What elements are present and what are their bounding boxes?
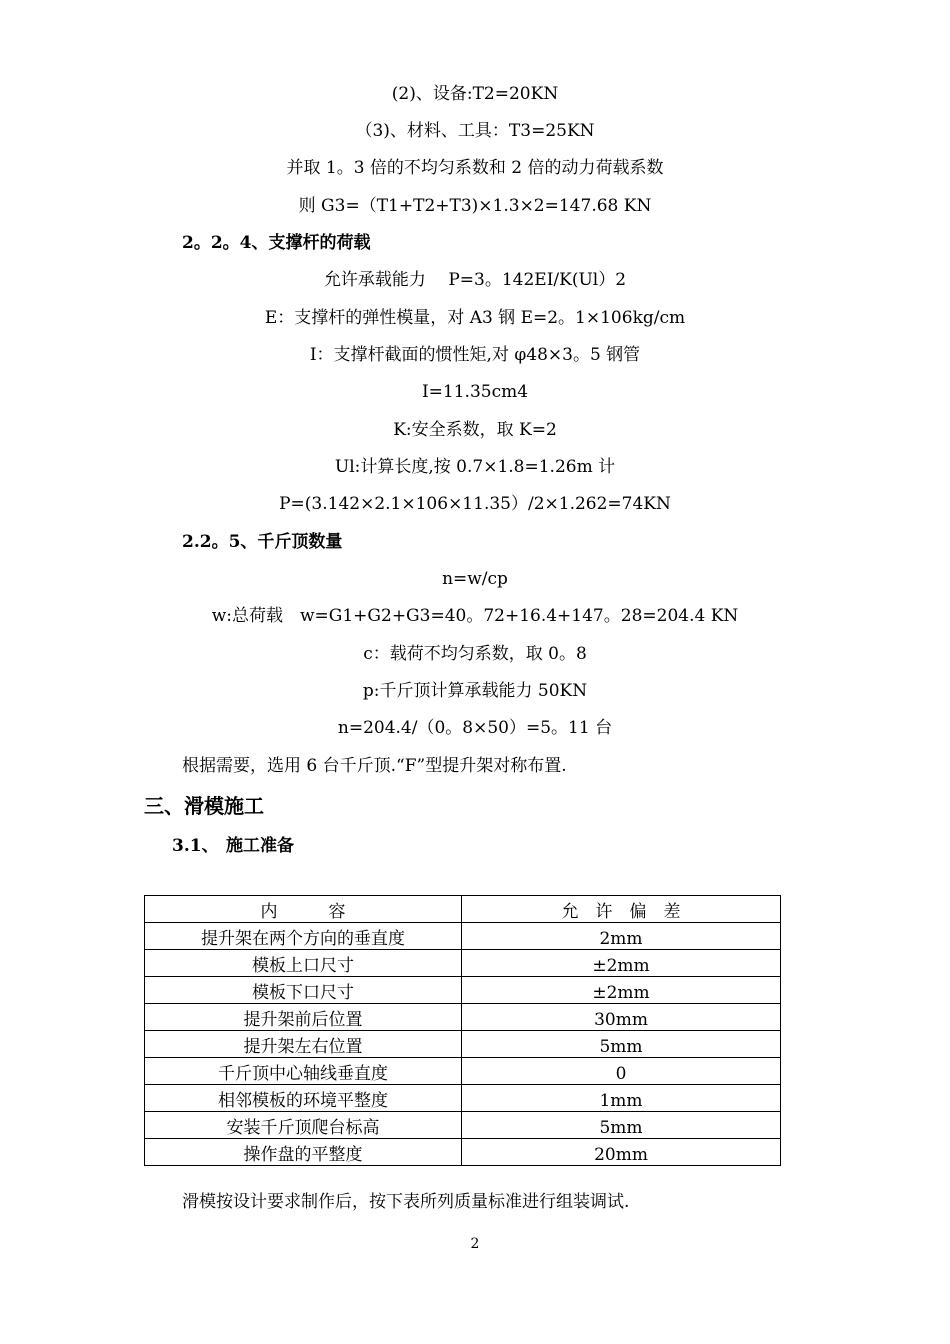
line-material-load: （3)、材料、工具：T3=25KN xyxy=(355,121,595,141)
heading-2-2-5: 2.2。5、千斤顶数量 xyxy=(182,532,343,552)
row-item: 模板下口尺寸 xyxy=(145,977,462,1004)
table-row xyxy=(145,977,781,1004)
row-item: 安装千斤顶爬台标高 xyxy=(145,1112,462,1139)
header-content: 内 容 xyxy=(145,896,462,923)
line-inertia-value: I=11.35cm4 xyxy=(421,382,529,402)
table-row xyxy=(145,923,781,950)
heading-section-3: 三、滑模施工 xyxy=(144,794,264,818)
row-tolerance: ±2mm xyxy=(462,977,781,1004)
row-item: 提升架在两个方向的垂直度 xyxy=(145,923,462,950)
line-assembly-note: 滑模按设计要求制作后，按下表所列质量标准进行组装调试. xyxy=(182,1192,630,1212)
heading-3-1-number: 3.1、 xyxy=(172,836,219,856)
row-tolerance: 0 xyxy=(462,1058,781,1085)
line-elastic-modulus: E：支撑杆的弹性模量，对 A3 钢 E=2。1×106kg/cm xyxy=(264,308,686,328)
line-moment-of-inertia: I：支撑杆截面的惯性矩,对 φ48×3。5 钢管 xyxy=(309,345,641,365)
table-row xyxy=(145,1112,781,1139)
line-n-formula: n=w/cp xyxy=(442,569,508,589)
tolerance-table-body xyxy=(145,896,781,1166)
line-selection: 根据需要，选用 6 台千斤顶.“F”型提升架对称布置. xyxy=(182,756,567,776)
line-total-load: w:总荷载 w=G1+G2+G3=40。72+16.4+147。28=204.4 KN xyxy=(211,606,739,626)
table-header-row xyxy=(145,896,781,923)
line-p-result: P=(3.142×2.1×106×11.35）/2×1.262=74KN xyxy=(279,494,671,514)
line-calc-length: Ul:计算长度,按 0.7×1.8=1.26m 计 xyxy=(334,457,616,477)
line-allowable-capacity: 允许承载能力 P=3。142EI/K(Ul）2 xyxy=(323,270,627,290)
row-tolerance: 2mm xyxy=(462,923,781,950)
row-item: 相邻模板的环境平整度 xyxy=(145,1085,462,1112)
table-row xyxy=(145,1139,781,1166)
line-g3-formula: 则 G3=（T1+T2+T3)×1.3×2=147.68 KN xyxy=(298,196,652,216)
row-item: 提升架前后位置 xyxy=(145,1004,462,1031)
row-item: 提升架左右位置 xyxy=(145,1031,462,1058)
line-uneven-coefficient: c：载荷不均匀系数，取 0。8 xyxy=(363,644,587,664)
line-n-result: n=204.4/（0。8×50）=5。11 台 xyxy=(337,718,613,738)
line-equipment-load: (2)、设备:T2=20KN xyxy=(391,84,559,104)
line-safety-factor: K:安全系数，取 K=2 xyxy=(393,420,557,440)
row-tolerance: 5mm xyxy=(462,1112,781,1139)
row-item: 操作盘的平整度 xyxy=(145,1139,462,1166)
row-tolerance: ±2mm xyxy=(462,950,781,977)
header-tolerance: 允 许 偏 差 xyxy=(462,896,781,923)
row-item: 千斤顶中心轴线垂直度 xyxy=(145,1058,462,1085)
page-number: 2 xyxy=(470,1236,480,1252)
heading-2-2-4: 2。2。4、支撑杆的荷载 xyxy=(182,233,371,253)
table-row xyxy=(145,950,781,977)
row-tolerance: 1mm xyxy=(462,1085,781,1112)
table-row xyxy=(145,1085,781,1112)
row-item: 模板上口尺寸 xyxy=(145,950,462,977)
row-tolerance: 30mm xyxy=(462,1004,781,1031)
tolerance-table xyxy=(144,895,781,1166)
line-jack-capacity: p:千斤顶计算承载能力 50KN xyxy=(362,681,588,701)
table-row xyxy=(145,1004,781,1031)
table-row xyxy=(145,1058,781,1085)
heading-3-1-text: 施工准备 xyxy=(226,836,294,856)
line-coefficients: 并取 1。3 倍的不均匀系数和 2 倍的动力荷载系数 xyxy=(286,158,664,178)
row-tolerance: 20mm xyxy=(462,1139,781,1166)
row-tolerance: 5mm xyxy=(462,1031,781,1058)
table-row xyxy=(145,1031,781,1058)
